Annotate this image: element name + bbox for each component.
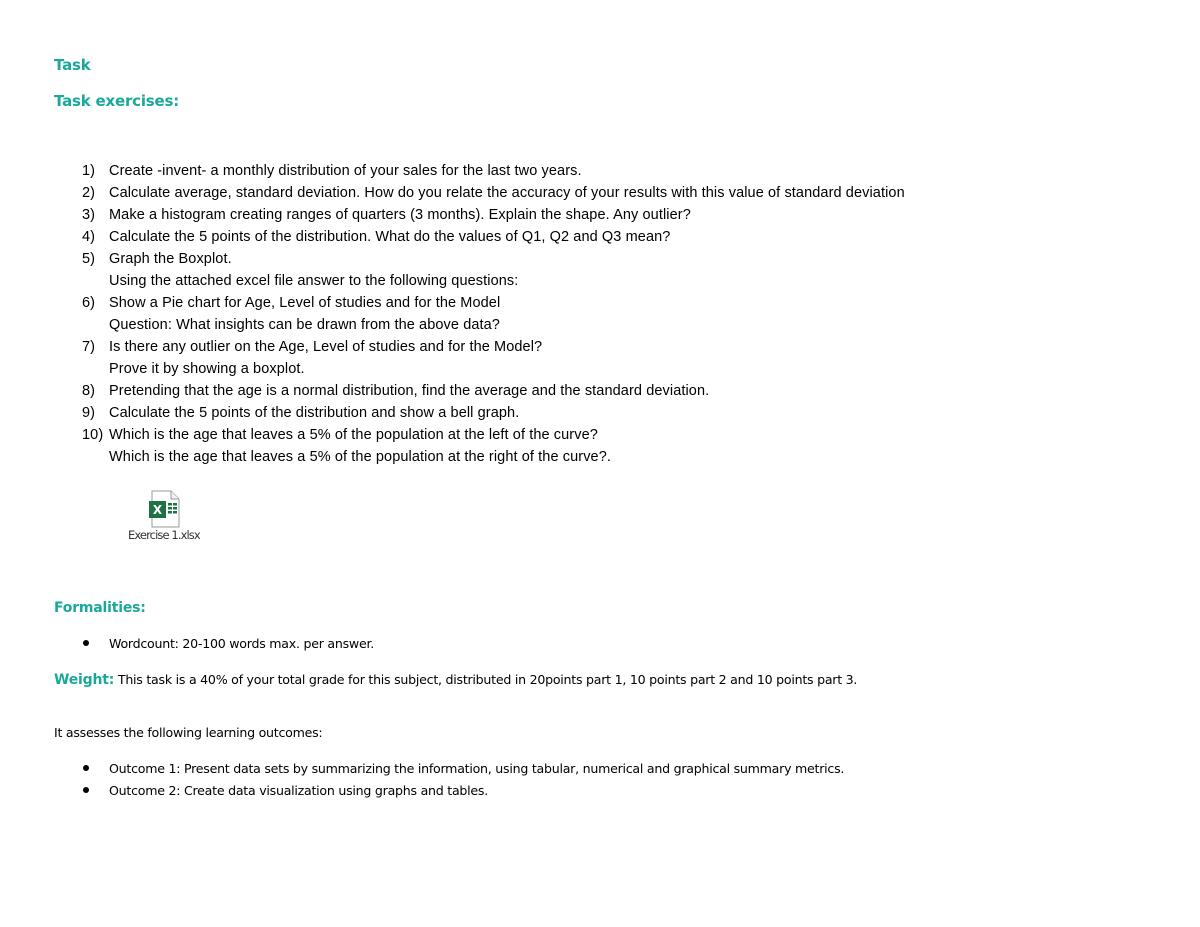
outcome-text: Outcome 1: Present data sets by summarizing the information, using tabular, numerical and graphical summary metrics. xyxy=(109,761,845,776)
weight-label: Weight: xyxy=(54,672,115,688)
exercise-text: Is there any outlier on the Age, Level of studies and for the Model? xyxy=(109,339,543,355)
bullet xyxy=(83,640,89,646)
formalities-heading: Formalities: xyxy=(54,600,146,616)
exercise-item-4 xyxy=(82,228,905,250)
exercise-number: 7) xyxy=(82,339,96,355)
exercise-item-1 xyxy=(82,162,905,184)
exercise-text: Which is the age that leaves a 5% of the population at the left of the curve? xyxy=(109,427,598,443)
exercise-item-2 xyxy=(82,184,905,206)
exercise-item-6 xyxy=(82,294,905,316)
exercise-item-3 xyxy=(82,206,905,228)
attachment-label[interactable]: Exercise 1.xlsx xyxy=(128,528,200,542)
exercise-text: Make a histogram creating ranges of quarters (3 months). Explain the shape. Any outlier? xyxy=(109,207,691,223)
exercise-item-5 xyxy=(82,250,905,272)
weight-text: This task is a 40% of your total grade for this subject, distributed in 20points part 1, 10 points part 2 and 10 points part 3. xyxy=(114,672,858,687)
excel-file-icon[interactable] xyxy=(148,490,182,528)
exercise-number: 8) xyxy=(82,383,96,399)
weight-paragraph xyxy=(54,671,857,689)
exercise-text: Show a Pie chart for Age, Level of studies and for the Model xyxy=(109,295,501,311)
outcomes-intro: It assesses the following learning outcomes: xyxy=(54,725,323,740)
wordcount-text: Wordcount: 20-100 words max. per answer. xyxy=(109,636,374,651)
exercise-number: 6) xyxy=(82,295,96,311)
exercise-text: Prove it by showing a boxplot. xyxy=(109,361,305,377)
outcome-text: Outcome 2: Create data visualization using graphs and tables. xyxy=(109,783,488,798)
exercise-number: 9) xyxy=(82,405,96,421)
exercise-continuation xyxy=(82,272,905,294)
exercise-text: Pretending that the age is a normal distribution, find the average and the standard deviation. xyxy=(109,383,710,399)
exercise-text: Graph the Boxplot. xyxy=(109,251,232,267)
exercise-text: Which is the age that leaves a 5% of the population at the right of the curve?. xyxy=(109,449,612,465)
bullet xyxy=(83,765,89,771)
exercise-list xyxy=(82,162,905,470)
exercise-text: Create -invent- a monthly distribution of your sales for the last two years. xyxy=(109,163,582,179)
exercise-number: 10) xyxy=(82,427,104,443)
exercise-item-10 xyxy=(82,426,905,448)
exercise-text: Using the attached excel file answer to the following questions: xyxy=(109,273,519,289)
exercise-text: Calculate the 5 points of the distribution and show a bell graph. xyxy=(109,405,520,421)
exercise-text: Calculate the 5 points of the distribution. What do the values of Q1, Q2 and Q3 mean? xyxy=(109,229,671,245)
exercise-text: Calculate average, standard deviation. How do you relate the accuracy of your results with this value of standard deviation xyxy=(109,185,905,201)
task-exercises-heading: Task exercises: xyxy=(54,92,180,110)
exercise-text: Question: What insights can be drawn from the above data? xyxy=(109,317,500,333)
exercise-continuation xyxy=(82,448,905,470)
svg-text:X: X xyxy=(152,503,163,517)
exercise-number: 4) xyxy=(82,229,96,245)
exercise-continuation xyxy=(82,316,905,338)
outcomes-list xyxy=(0,761,1200,805)
task-heading: Task xyxy=(54,56,91,74)
exercise-item-8 xyxy=(82,382,905,404)
formalities-list xyxy=(0,636,1200,654)
exercise-continuation xyxy=(82,360,905,382)
exercise-item-7 xyxy=(82,338,905,360)
exercise-number: 2) xyxy=(82,185,96,201)
exercise-number: 1) xyxy=(82,163,96,179)
exercise-number: 5) xyxy=(82,251,96,267)
exercise-item-9 xyxy=(82,404,905,426)
exercise-number: 3) xyxy=(82,207,96,223)
bullet xyxy=(83,787,89,793)
